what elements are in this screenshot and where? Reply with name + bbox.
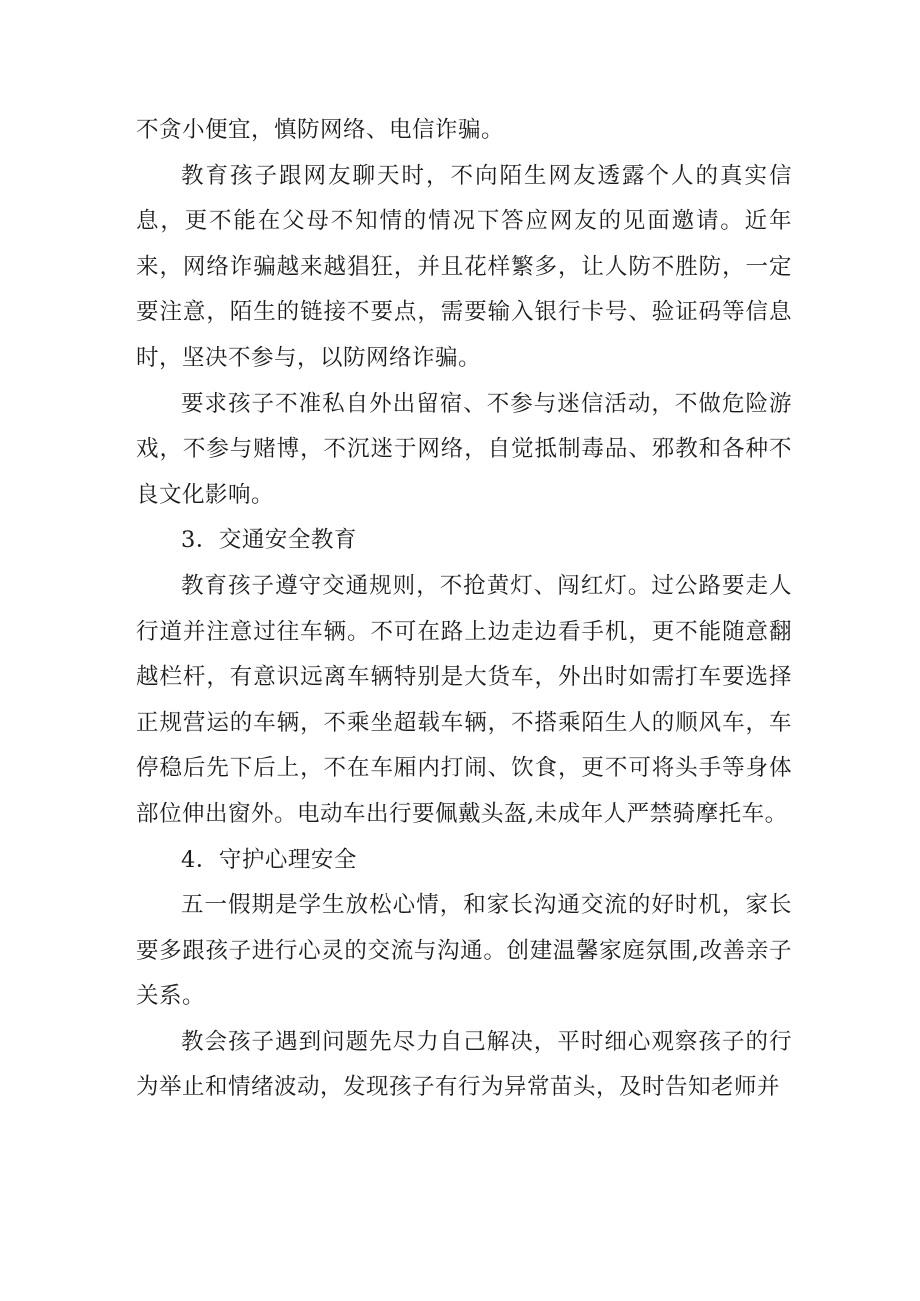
paragraph-traffic-rules: 教育孩子遵守交通规则，不抢黄灯、闯红灯。过公路要走人行道并注意过往车辆。不可在路上边走边看手机，更不能随意翻越栏杆，有意识远离车辆特别是大货车，外出时如需打车要选择正规营运的车辆，不乘坐超载车辆，不搭乘陌生人的顺风车，车停稳后先下后上，不在车厢内打闹、饮食，更不可将头手等身体部位伸出窗外。电动车出行要佩戴头盔,未成年人严禁骑摩托车。 [136,572,792,827]
paragraph-online-chat: 教育孩子跟网友聊天时，不向陌生网友透露个人的真实信息，更不能在父母不知情的情况下答应网友的见面邀请。近年来，网络诈骗越来越猖狂，并且花样繁多，让人防不胜防，一定要注意，陌生的链接不要点，需要输入银行卡号、验证码等信息时，坚决不参与，以防网络诈骗。 [136,162,792,371]
paragraph-continuation: 不贪小便宜，慎防网络、电信诈骗。 [136,117,505,143]
section-heading-mental-safety: 4．守护心理安全 [181,846,357,873]
document-body [136,108,792,1111]
section-heading-traffic-safety: 3．交通安全教育 [181,527,357,554]
paragraph-holiday-communication: 五一假期是学生放松心情，和家长沟通交流的好时机，家长要多跟孩子进行心灵的交流与沟通。创建温馨家庭氛围,改善亲子关系。 [136,892,792,1010]
paragraph-observe-child: 教会孩子遇到问题先尽力自己解决，平时细心观察孩子的行为举止和情绪波动，发现孩子有行为异常苗头，及时告知老师并 [136,1028,792,1101]
paragraph-behavior-rules: 要求孩子不准私自外出留宿、不参与迷信活动，不做危险游戏，不参与赌博，不沉迷于网络，自觉抵制毒品、邪教和各种不良文化影响。 [136,390,792,508]
